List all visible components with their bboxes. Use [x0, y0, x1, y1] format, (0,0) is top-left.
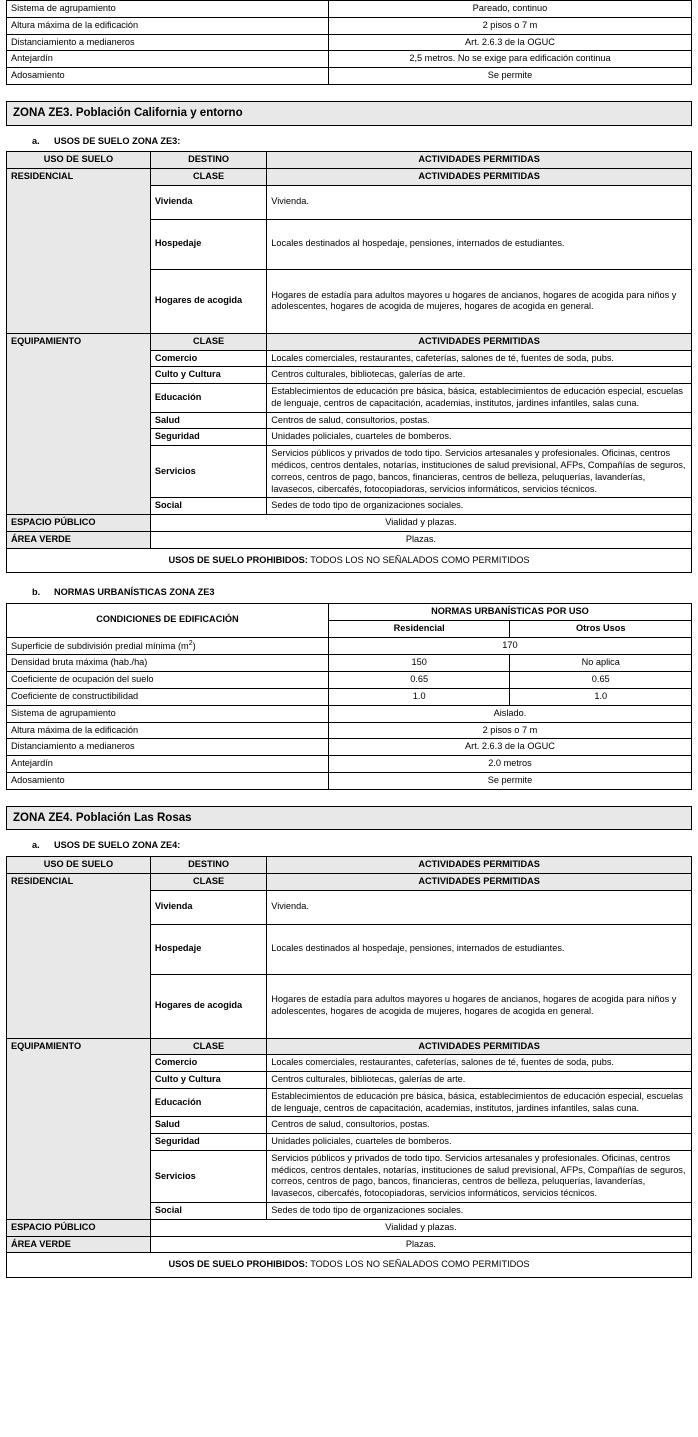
cell-actividad: Vivienda. — [267, 890, 692, 924]
norm-value-otros: 1.0 — [510, 688, 692, 705]
cell-actividades-header: ACTIVIDADES PERMITIDAS — [267, 169, 692, 186]
cell-actividad: Locales comerciales, restaurantes, cafeterías, salones de té, fuentes de soda, pubs. — [267, 1055, 692, 1072]
norm-value: Art. 2.6.3 de la OGUC — [328, 34, 691, 51]
cell-clase: Educación — [150, 384, 266, 413]
prohibidos-label: USOS DE SUELO PROHIBIDOS: — [168, 554, 308, 565]
section-heading-ze4: ZONA ZE4. Población Las Rosas — [6, 806, 692, 831]
norm-label: Distanciamiento a medianeros — [7, 34, 329, 51]
cell-actividad: Sedes de todo tipo de organizaciones sociales. — [267, 498, 692, 515]
table-row — [7, 68, 692, 85]
table-row-espacio-publico — [7, 1219, 692, 1236]
cell-clase: Hogares de acogida — [150, 269, 266, 333]
table-row — [7, 688, 692, 705]
cell-actividad: Hogares de estadía para adultos mayores u hogares de ancianos, hogares de acogida para niños y adolescentes, hogares de acogida de mujeres, hogares de acogida en general. — [267, 269, 692, 333]
column-header-normas-por-uso: NORMAS URBANÍSTICAS POR USO — [328, 604, 691, 621]
cell-area-verde: ÁREA VERDE — [7, 1236, 151, 1253]
cell-clase: Social — [150, 498, 266, 515]
cell-actividad: Centros culturales, bibliotecas, galerías de arte. — [267, 367, 692, 384]
table-usos-suelo-ze4 — [6, 856, 692, 1278]
norm-label: Sistema de agrupamiento — [7, 705, 329, 722]
table-row — [7, 705, 692, 722]
subheading-text: NORMAS URBANÍSTICAS ZONA ZE3 — [54, 587, 215, 598]
column-header-condiciones: CONDICIONES DE EDIFICACIÓN — [7, 604, 329, 638]
cell-actividad: Servicios públicos y privados de todo tipo. Servicios artesanales y profesionales. Oficinas, centros médicos, centros dentales, notarías, instituciones de salud previsional, AFPs, Compañías de seguros, correos, centros de pago, bancos, financieras, centros de belleza, peluquerías, lavanderías, lavasecos, cibercafés, fotocopiadoras, servicios informáticos, servicios técnicos. — [267, 1150, 692, 1202]
norm-label: Adosamiento — [7, 68, 329, 85]
cell-clase: Educación — [150, 1088, 266, 1117]
cell-usos-prohibidos — [7, 548, 692, 573]
cell-actividades-header: ACTIVIDADES PERMITIDAS — [267, 1038, 692, 1055]
subheading-ze3-normas — [32, 587, 692, 599]
cell-actividad: Centros de salud, consultorios, postas. — [267, 412, 692, 429]
norm-value: Se permite — [328, 68, 691, 85]
table-row-area-verde — [7, 531, 692, 548]
prohibidos-text: TODOS LOS NO SEÑALADOS COMO PERMITIDOS — [307, 554, 530, 565]
cell-clase-header: CLASE — [150, 169, 266, 186]
table-row-equipamiento-header — [7, 1038, 692, 1055]
norm-label: Superficie de subdivisión predial mínima $(m^2)$ — [7, 637, 329, 655]
cell-clase-header: CLASE — [150, 333, 266, 350]
cell-clase: Comercio — [150, 350, 266, 367]
column-header-otros-usos: Otros Usos — [510, 620, 692, 637]
prohibidos-text: TODOS LOS NO SEÑALADOS COMO PERMITIDOS — [307, 1259, 530, 1270]
norm-value: Art. 2.6.3 de la OGUC — [328, 739, 691, 756]
table-row — [7, 756, 692, 773]
norm-value: 2.0 metros — [328, 756, 691, 773]
cell-actividades-header: ACTIVIDADES PERMITIDAS — [267, 873, 692, 890]
cell-espacio-publico: ESPACIO PÚBLICO — [7, 1219, 151, 1236]
cell-clase: Social — [150, 1203, 266, 1220]
cell-clase: Seguridad — [150, 429, 266, 446]
table-row — [7, 34, 692, 51]
norm-label: Altura máxima de la edificación — [7, 17, 329, 34]
cell-actividad: Centros culturales, bibliotecas, galerías de arte. — [267, 1072, 692, 1089]
table-normas-urbanisticas-ze3 — [6, 603, 692, 789]
section-heading-ze3: ZONA ZE3. Población California y entorno — [6, 101, 692, 126]
table-usos-suelo-ze3 — [6, 151, 692, 573]
cell-clase: Salud — [150, 1117, 266, 1134]
column-header-residencial: Residencial — [328, 620, 510, 637]
norm-label: Distanciamiento a medianeros — [7, 739, 329, 756]
table-row — [7, 672, 692, 689]
subheading-text: USOS DE SUELO ZONA ZE3: — [54, 135, 181, 146]
cell-area-verde: ÁREA VERDE — [7, 531, 151, 548]
table-previous-zone-norms — [6, 0, 692, 85]
cell-equipamiento: EQUIPAMIENTO — [7, 1038, 151, 1219]
cell-actividad: Establecimientos de educación pre básica, básica, establecimientos de educación especial, escuelas de lenguaje, centros de capacitación, academias, institutos, jardines infantiles, salas cuna. — [267, 1088, 692, 1117]
norm-label: Antejardín — [7, 51, 329, 68]
column-header-uso-suelo: USO DE SUELO — [7, 857, 151, 874]
table-row — [7, 772, 692, 789]
norm-value: Se permite — [328, 772, 691, 789]
cell-actividades-header: ACTIVIDADES PERMITIDAS — [267, 333, 692, 350]
cell-area-verde-value: Plazas. — [150, 531, 691, 548]
cell-actividad: Vivienda. — [267, 185, 692, 219]
cell-clase: Seguridad — [150, 1134, 266, 1151]
cell-clase: Vivienda — [150, 890, 266, 924]
cell-actividad: Locales comerciales, restaurantes, cafeterías, salones de té, fuentes de soda, pubs. — [267, 350, 692, 367]
cell-actividad: Centros de salud, consultorios, postas. — [267, 1117, 692, 1134]
norm-value: Pareado, continuo — [328, 1, 691, 18]
norm-value: 170 — [328, 637, 691, 655]
norm-label: Densidad bruta máxima (hab./ha) — [7, 655, 329, 672]
cell-usos-prohibidos — [7, 1253, 692, 1278]
norm-value: Aislado. — [328, 705, 691, 722]
cell-clase: Culto y Cultura — [150, 1072, 266, 1089]
cell-clase: Vivienda — [150, 185, 266, 219]
norm-value: 2 pisos o 7 m — [328, 722, 691, 739]
cell-actividad: Sedes de todo tipo de organizaciones sociales. — [267, 1203, 692, 1220]
cell-clase: Servicios — [150, 1150, 266, 1202]
column-header-destino: DESTINO — [150, 857, 266, 874]
table-header-row — [7, 152, 692, 169]
norm-value-residencial: 1.0 — [328, 688, 510, 705]
cell-actividad: Unidades policiales, cuarteles de bomberos. — [267, 429, 692, 446]
subheading-ze3-usos — [32, 136, 692, 148]
subheading-letter: b. — [32, 587, 41, 598]
prohibidos-label: USOS DE SUELO PROHIBIDOS: — [168, 1259, 308, 1270]
table-row-area-verde — [7, 1236, 692, 1253]
table-row-prohibidos — [7, 1253, 692, 1278]
norm-value: 2,5 metros. No se exige para edificación continua — [328, 51, 691, 68]
norm-label: Coeficiente de constructibilidad — [7, 688, 329, 705]
cell-actividad: Hogares de estadía para adultos mayores u hogares de ancianos, hogares de acogida para niños y adolescentes, hogares de acogida de mujeres, hogares de acogida en general. — [267, 974, 692, 1038]
norm-value-otros: No aplica — [510, 655, 692, 672]
cell-clase: Salud — [150, 412, 266, 429]
cell-actividad: Establecimientos de educación pre básica, básica, establecimientos de educación especial, escuelas de lenguaje, centros de capacitación, academias, institutos, jardines infantiles, salas cuna. — [267, 384, 692, 413]
subheading-ze4-usos — [32, 840, 692, 852]
subheading-letter: a. — [32, 840, 40, 851]
norm-label: Coeficiente de ocupación del suelo — [7, 672, 329, 689]
column-header-actividades: ACTIVIDADES PERMITIDAS — [267, 152, 692, 169]
column-header-uso-suelo: USO DE SUELO — [7, 152, 151, 169]
norm-label: Altura máxima de la edificación — [7, 722, 329, 739]
table-row — [7, 722, 692, 739]
table-row — [7, 17, 692, 34]
cell-actividad: Servicios públicos y privados de todo tipo. Servicios artesanales y profesionales. Oficinas, centros médicos, centros dentales, notarías, instituciones de salud previsional, AFPs, Compañías de seguros, correos, centros de pago, bancos, financieras, centros de belleza, peluquerías, lavanderías, lavasecos, cibercafés, fotocopiadoras, servicios informáticos, servicios técnicos. — [267, 446, 692, 498]
table-row-espacio-publico — [7, 515, 692, 532]
table-row-residencial-header — [7, 873, 692, 890]
cell-clase: Hogares de acogida — [150, 974, 266, 1038]
column-header-actividades: ACTIVIDADES PERMITIDAS — [267, 857, 692, 874]
cell-residencial: RESIDENCIAL — [7, 169, 151, 334]
table-row-equipamiento-header — [7, 333, 692, 350]
cell-equipamiento: EQUIPAMIENTO — [7, 333, 151, 514]
norm-value-otros: 0.65 — [510, 672, 692, 689]
cell-actividad: Locales destinados al hospedaje, pensiones, internados de estudiantes. — [267, 219, 692, 269]
cell-espacio-publico-value: Vialidad y plazas. — [150, 1219, 691, 1236]
table-row — [7, 51, 692, 68]
table-header-row — [7, 857, 692, 874]
cell-clase: Servicios — [150, 446, 266, 498]
cell-clase: Comercio — [150, 1055, 266, 1072]
cell-clase-header: CLASE — [150, 873, 266, 890]
cell-clase: Hospedaje — [150, 924, 266, 974]
subheading-letter: a. — [32, 135, 40, 146]
norm-label: Sistema de agrupamiento — [7, 1, 329, 18]
table-row — [7, 637, 692, 655]
cell-clase: Hospedaje — [150, 219, 266, 269]
table-row — [7, 739, 692, 756]
table-row — [7, 1, 692, 18]
cell-area-verde-value: Plazas. — [150, 1236, 691, 1253]
norm-value-residencial: 0.65 — [328, 672, 510, 689]
norm-value: 2 pisos o 7 m — [328, 17, 691, 34]
subheading-text: USOS DE SUELO ZONA ZE4: — [54, 840, 181, 851]
cell-residencial: RESIDENCIAL — [7, 873, 151, 1038]
cell-actividad: Locales destinados al hospedaje, pensiones, internados de estudiantes. — [267, 924, 692, 974]
norm-value-residencial: 150 — [328, 655, 510, 672]
table-row-residencial-header — [7, 169, 692, 186]
table-row — [7, 655, 692, 672]
cell-clase: Culto y Cultura — [150, 367, 266, 384]
cell-actividad: Unidades policiales, cuarteles de bomberos. — [267, 1134, 692, 1151]
norm-label: Antejardín — [7, 756, 329, 773]
column-header-destino: DESTINO — [150, 152, 266, 169]
cell-espacio-publico: ESPACIO PÚBLICO — [7, 515, 151, 532]
cell-clase-header: CLASE — [150, 1038, 266, 1055]
cell-espacio-publico-value: Vialidad y plazas. — [150, 515, 691, 532]
table-header-row — [7, 604, 692, 621]
norm-label: Adosamiento — [7, 772, 329, 789]
table-row-prohibidos — [7, 548, 692, 573]
